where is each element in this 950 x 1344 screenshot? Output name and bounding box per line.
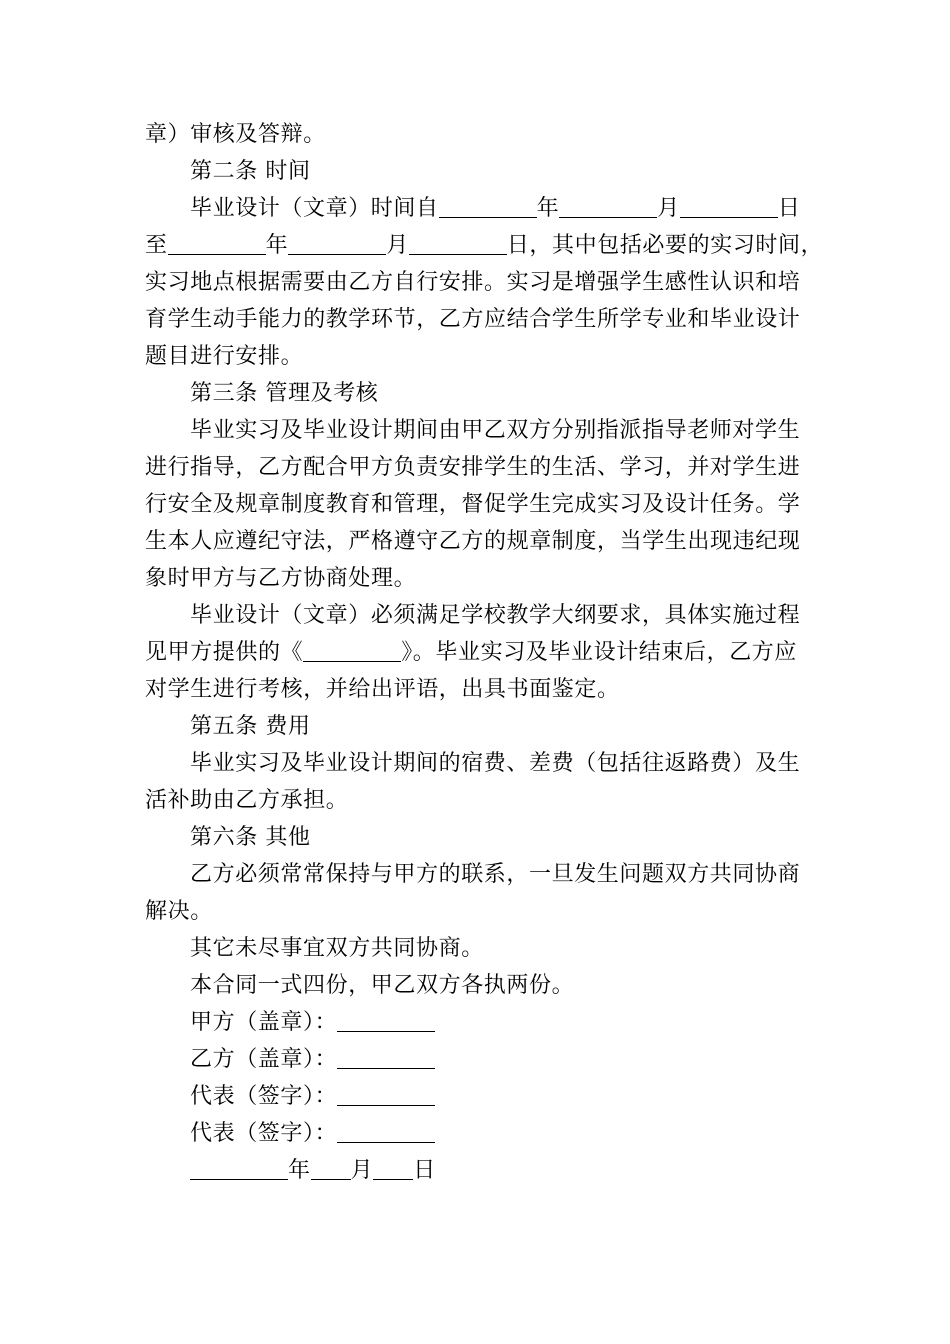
sign-month-blank — [311, 1157, 351, 1180]
article-3-heading: 第三条 管理及考核 — [190, 381, 379, 406]
representative-signature-line — [190, 1119, 860, 1149]
period-line — [190, 194, 860, 224]
paragraph-line: 毕业实习及毕业设计期间由甲乙双方分别指派指导老师对学生 — [190, 418, 801, 443]
article-6-heading: 第六条 其他 — [190, 825, 311, 850]
year-text: 年 — [265, 233, 289, 258]
end-month-blank — [288, 232, 386, 255]
start-day-blank — [680, 195, 778, 218]
article-5-heading: 第五条 费用 — [190, 714, 311, 739]
paragraph-line: 题目进行安排。 — [145, 344, 304, 369]
paragraph-line: 本合同一式四份，甲乙双方各执两份。 — [190, 973, 575, 998]
period-from-text: 毕业设计（文章）时间自 — [190, 196, 439, 221]
period-end-line — [145, 231, 824, 261]
period-to-text: 至 — [145, 233, 168, 258]
paragraph-line: 实习地点根据需要由乙方自行安排。实习是增强学生感性认识和培 — [145, 270, 801, 295]
representative-signature-line — [190, 1082, 860, 1112]
sign-day-blank — [373, 1157, 413, 1180]
month-text: 月 — [350, 1158, 374, 1183]
paragraph-line: 其它未尽事宜双方共同协商。 — [190, 936, 484, 961]
party-b-seal-line — [190, 1045, 860, 1075]
end-day-blank — [409, 232, 507, 255]
representative-signature-label: 代表（签字）： — [190, 1084, 338, 1109]
day-text: 日 — [413, 1158, 436, 1183]
paragraph-line: 行安全及规章制度教育和管理，督促学生完成实习及设计任务。学 — [145, 492, 801, 517]
party-a-seal-line — [190, 1008, 860, 1038]
month-text: 月 — [386, 233, 409, 258]
year-text: 年 — [536, 196, 560, 221]
paragraph-line: 乙方必须常常保持与甲方的联系，一旦发生问题双方共同协商 — [190, 862, 801, 887]
party-b-seal-label: 乙方（盖章）： — [190, 1047, 338, 1072]
sign-year-blank — [190, 1157, 288, 1180]
start-year-blank — [439, 195, 537, 218]
party-b-seal-blank — [337, 1046, 435, 1069]
paragraph-line: 解决。 — [145, 899, 213, 924]
month-text: 月 — [657, 196, 680, 221]
paragraph-line: 象时甲方与乙方协商处理。 — [145, 566, 417, 591]
article-2-heading: 第二条 时间 — [190, 159, 311, 184]
paragraph-line: 进行指导，乙方配合甲方负责安排学生的生活、学习，并对学生进 — [145, 455, 801, 480]
paragraph-line: 毕业实习及毕业设计期间的宿费、差费（包括往返路费）及生 — [190, 751, 801, 776]
paragraph-line: 育学生动手能力的教学环节，乙方应结合学生所学专业和毕业设计 — [145, 307, 801, 332]
year-text: 年 — [288, 1158, 311, 1183]
start-month-blank — [559, 195, 657, 218]
paragraph-line: 章）审核及答辩。 — [145, 122, 326, 147]
paragraph-line: 活补助由乙方承担。 — [145, 788, 349, 813]
book-title-suffix: 》。毕业实习及毕业设计结束后，乙方应 — [401, 640, 798, 665]
representative-signature-blank — [337, 1083, 435, 1106]
party-a-seal-label: 甲方（盖章）： — [190, 1010, 338, 1035]
book-title-line — [145, 638, 815, 668]
party-a-seal-blank — [337, 1009, 435, 1032]
day-text: 日 — [777, 196, 801, 221]
end-year-blank — [168, 232, 266, 255]
paragraph-line: 毕业设计（文章）必须满足学校教学大纲要求，具体实施过程 — [190, 603, 801, 628]
book-title-prefix: 见甲方提供的《 — [145, 640, 304, 665]
signing-date-line — [190, 1156, 860, 1186]
book-title-blank — [303, 639, 401, 662]
representative-signature-blank — [337, 1120, 435, 1143]
representative-signature-label: 代表（签字）： — [190, 1121, 338, 1146]
day-text: 日，其中包括必要的实习时间， — [506, 233, 824, 258]
paragraph-line: 对学生进行考核，并给出评语，出具书面鉴定。 — [145, 677, 620, 702]
paragraph-line: 生本人应遵纪守法，严格遵守乙方的规章制度，当学生出现违纪现 — [145, 529, 801, 554]
